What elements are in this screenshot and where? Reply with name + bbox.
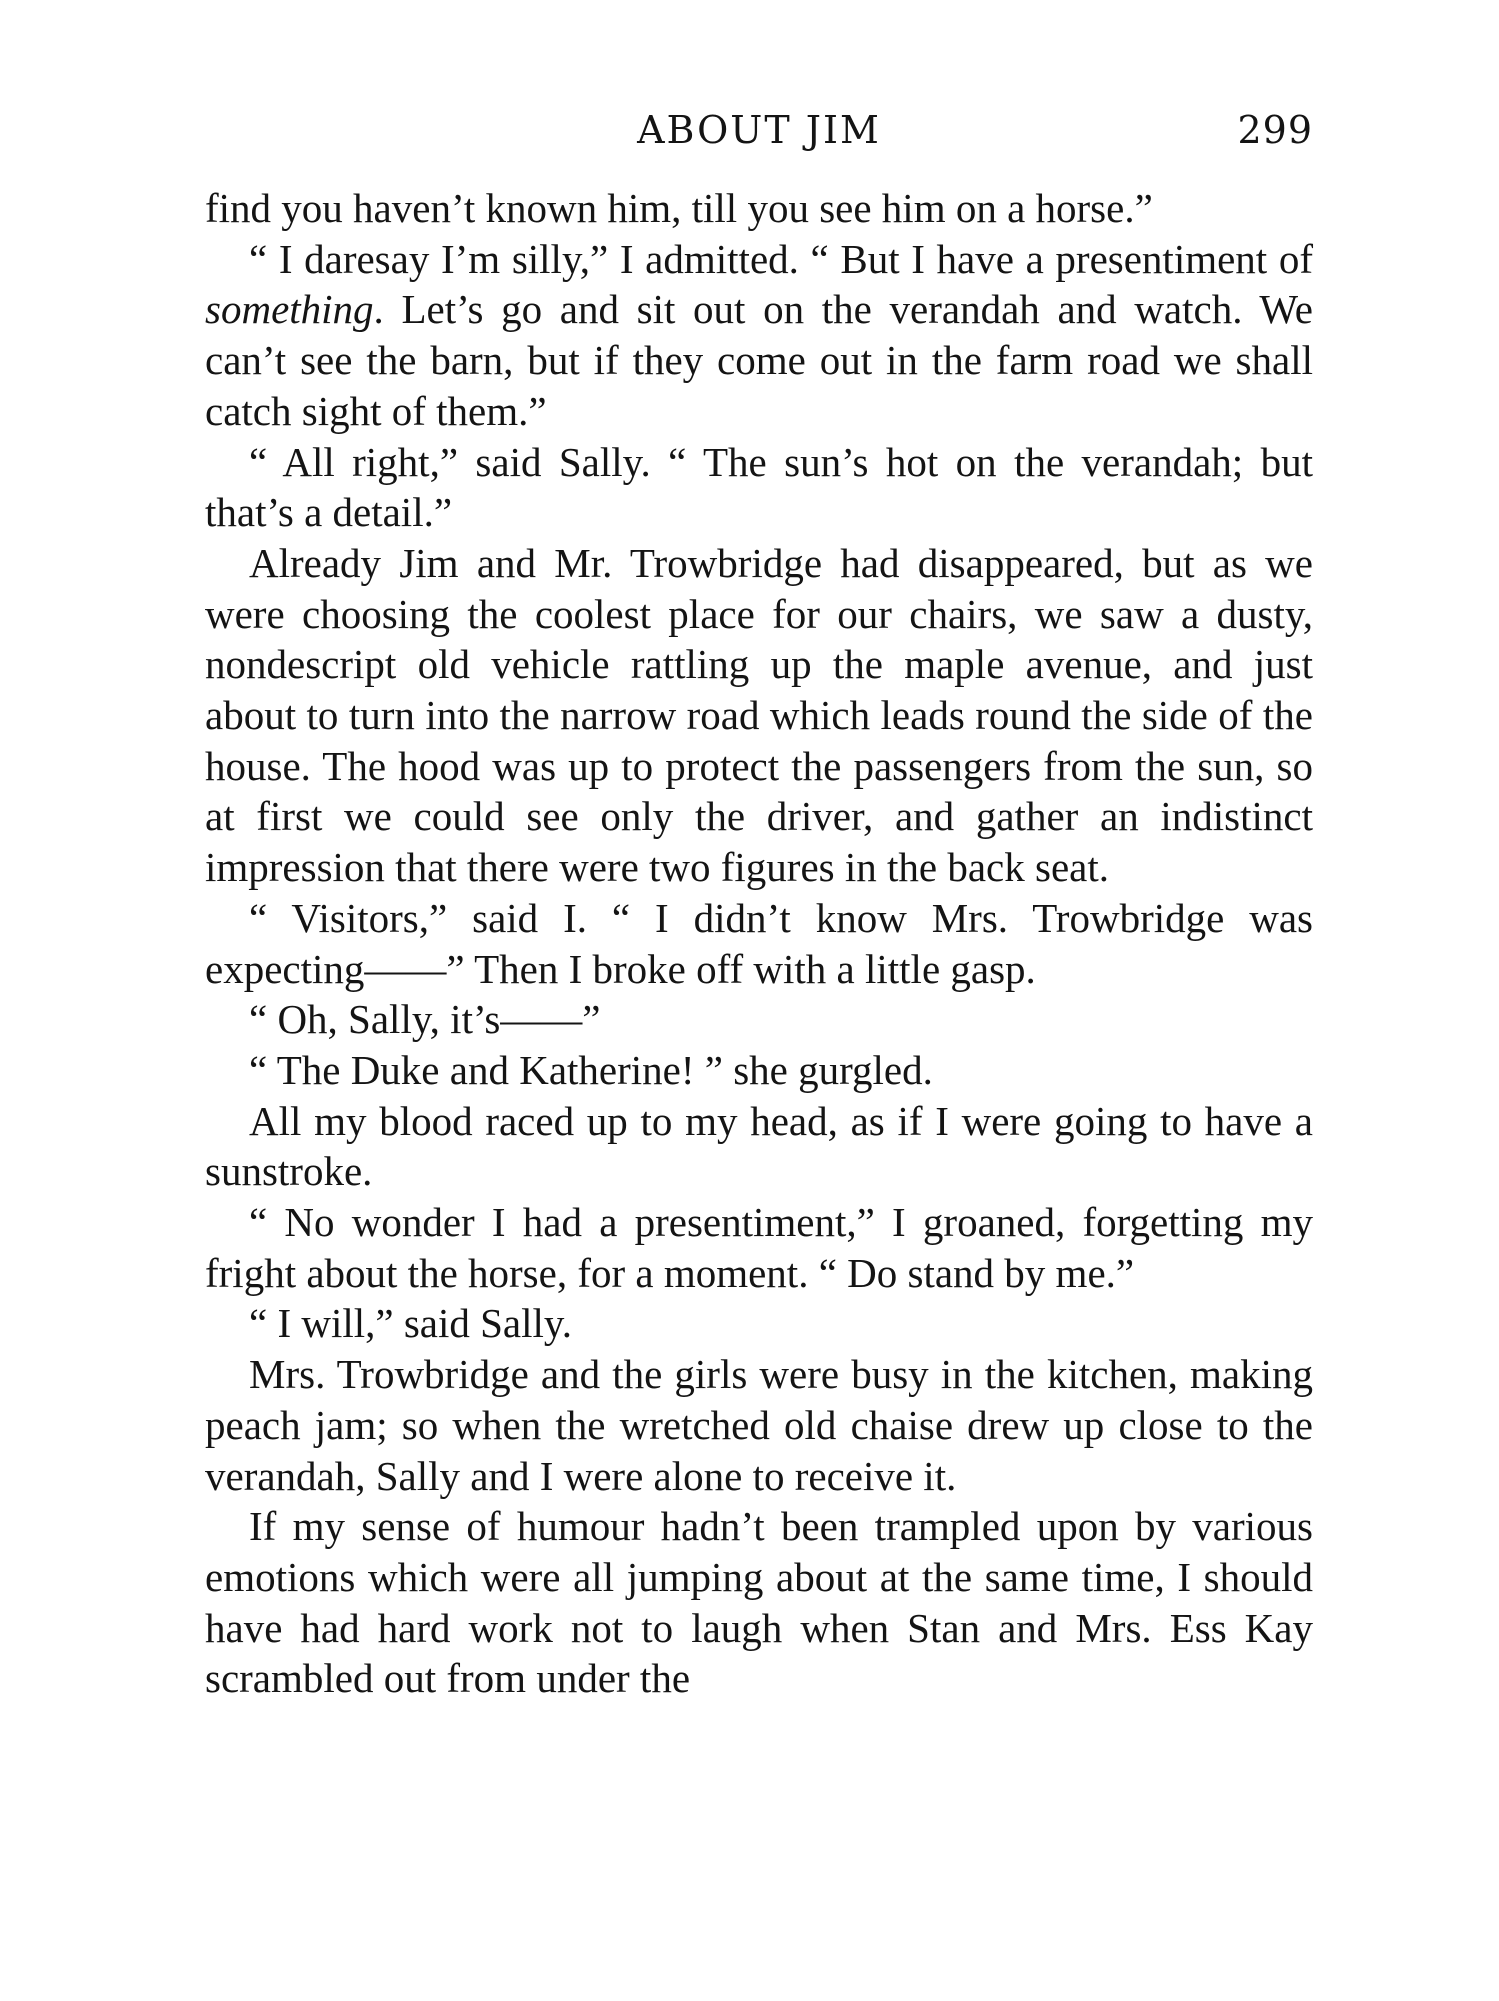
body-text <box>205 183 1313 1704</box>
paragraph: “ The Duke and Katherine! ” she gurgled. <box>249 1046 933 1093</box>
running-header <box>205 108 1313 168</box>
emphasis-word: something <box>205 286 374 333</box>
paragraph: find you haven’t known him, till you see him on a horse.” <box>205 185 1153 231</box>
paragraph: Mrs. Trowbridge and the girls were busy in the kitchen, making peach jam; so when the wretched old chaise drew up close to the verandah, Sally and I were alone to receive it. <box>205 1351 1313 1499</box>
paragraph-emphasis: “ I daresay I’m silly,” I admitted. “ But I have a presentiment of something. Let’s go and sit out on the verandah and watch. We can’t see the barn, but if they come out in the farm road we shall catch sight of them.” <box>205 235 1313 434</box>
running-title: ABOUT JIM <box>637 108 881 152</box>
page-number: 299 <box>1237 108 1313 152</box>
paragraph: “ Oh, Sally, it’s——” <box>249 996 601 1043</box>
paragraph: “ All right,” said Sally. “ The sun’s hot on the verandah; but that’s a detail.” <box>205 438 1313 536</box>
paragraph: If my sense of humour hadn’t been trampled upon by various emotions which were all jumping about at the same time, I should have had hard work not to laugh when Stan and Mrs. Ess Kay scrambled out from under the <box>205 1503 1313 1702</box>
paragraph: Already Jim and Mr. Trowbridge had disappeared, but as we were choosing the coolest place for our chairs, we saw a dusty, nondescript old vehicle rattling up the maple avenue, and just about to turn into the narrow road which leads round the side of the house. The hood was up to protect the passengers from the sun, so at first we could see only the driver, and gather an indistinct impression that there were two figures in the back seat. <box>205 539 1313 891</box>
paragraph: “ No wonder I had a presentiment,” I groaned, forgetting my fright about the horse, for a moment. “ Do stand by me.” <box>205 1199 1313 1296</box>
paragraph: “ I will,” said Sally. <box>249 1300 572 1347</box>
paragraph: “ Visitors,” said I. “ I didn’t know Mrs. Trowbridge was expecting——” Then I broke off with a little gasp. <box>205 894 1313 992</box>
paragraph: All my blood raced up to my head, as if I were going to have a sunstroke. <box>205 1097 1313 1195</box>
